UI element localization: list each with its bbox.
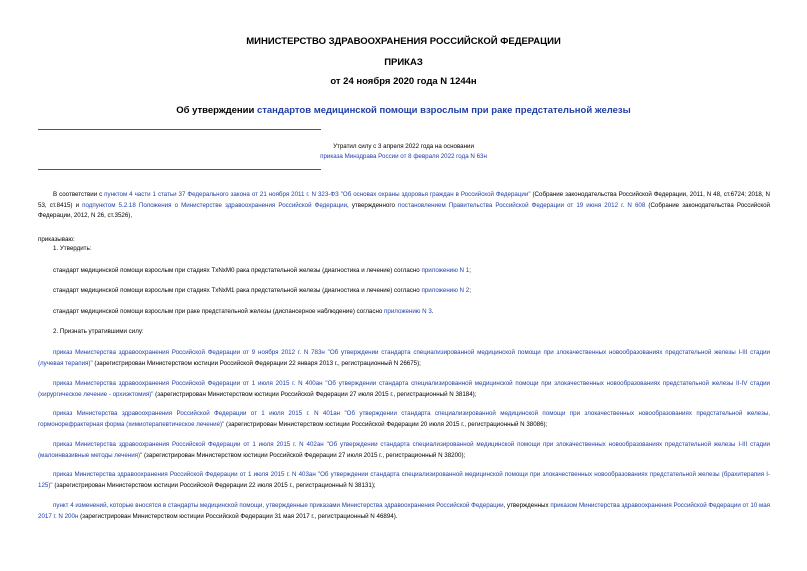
approve-item-text: стандарт медицинской помощи взрослым при раке предстательной железы (диспансерное наблюдение) согласно — [53, 308, 385, 315]
repeal-item-6-link-2[interactable]: приказом Министерства здравоохранения Российской Федерации от 10 мая 2017 г. N 200н — [38, 502, 770, 520]
preamble-link-resolution[interactable]: постановлением Правительства Российской Федерации от 19 июня 2012 г. N 608 — [397, 201, 646, 209]
repeal-item-5-text: (зарегистрирован Министерством юстиции Российской Федерации 22 июля 2015 г., регистрационный N 38131); — [52, 481, 376, 489]
repeal-item-2-text: (зарегистрирован Министерством юстиции Российской Федерации 27 июля 2015 г., регистрационный N 38184); — [153, 390, 477, 398]
approve-item-text: стандарт медицинской помощи взрослым при стадиях TxNxM1 рака предстательной железы (диагностика и лечение) согласно — [53, 287, 422, 294]
preamble-link-law[interactable]: пунктом 4 части 1 статьи 37 Федерального закона от 21 ноября 2011 г. N 323-ФЗ "Об основах охраны здоровья граждан в Российской Федерации" — [104, 191, 531, 198]
approve-item-end: . — [431, 308, 434, 315]
repeal-item-2 — [38, 379, 770, 400]
appendix-1-link[interactable]: приложению N 1 — [421, 267, 470, 274]
repeal-item-4 — [38, 440, 770, 461]
repeal-item-3-link[interactable]: приказ Министерства здравоохранения Российской Федерации от 1 июля 2015 г. N 401ан "Об утверждении стандарта специализированной медицинской помощи при злокачественных новообразованиях предстательной железы, гормонорефрактерная форма (химиотерапевтическое лечение)" — [38, 410, 770, 428]
order-word: приказываю: — [38, 236, 75, 243]
preamble-text-3: , утвержденного — [347, 201, 398, 209]
appendix-3-link[interactable]: приложению N 3 — [384, 308, 432, 315]
repeal-item-3-text: (зарегистрирован Министерством юстиции Российской Федерации 20 июля 2015 г., регистрационный N 38086); — [224, 420, 548, 428]
preamble-text-2: (Собрание законодательства Российской Федерации, 2011, N 48, ст.6724; 2018, N 53, ст.8415) и — [38, 191, 770, 209]
repeal-item-4-link[interactable]: приказ Министерства здравоохранения Российской Федерации от 1 июля 2015 г. N 402ан "Об утверждении стандарта специализированной медицинской помощи при злокачественных новообразованиях предстательной железы I-III стадии (малоинвазивные методы лечения)" — [38, 441, 770, 459]
repeal-item-6-text-2: (зарегистрирован Министерством юстиции Российской Федерации 31 мая 2017 г., регистрационный N 46894). — [78, 512, 398, 520]
repeal-item-5 — [38, 470, 770, 491]
approve-item-2 — [53, 286, 471, 296]
page-title — [0, 105, 807, 116]
lost-force-link[interactable]: приказа Минздрава России от 8 февраля 2022 года N 63н — [320, 153, 487, 160]
approve-item-1 — [53, 266, 471, 276]
repeal-item-5-link[interactable]: приказ Министерства здравоохранения Российской Федерации от 1 июля 2015 г. N 403ан "Об утверждении стандарта специализированной медицинской помощи при злокачественных новообразованиях предстательной железы (брахитерапия I-125)" — [38, 471, 770, 489]
lost-force-text: Утратил силу с 3 апреля 2022 года на основании — [333, 143, 474, 150]
approve-item-end: ; — [469, 287, 471, 294]
repeal-item-6-link-1[interactable]: пункт 4 изменений, которые вносятся в стандарты медицинской помощи, утвержденные приказами Министерства здравоохранения Российской Федерации — [53, 502, 504, 509]
repeal-item-1-link[interactable]: приказ Министерства здравоохранения Российской Федерации от 9 ноября 2012 г. N 783н "Об утверждении стандарта специализированной медицинской помощи при злокачественных новообразованиях предстательной железы I-III стадии (лучевая терапия)" — [38, 349, 770, 367]
title-link[interactable]: стандартов медицинской помощи взрослым при раке предстательной железы — [256, 105, 631, 116]
doc-type-heading: ПРИКАЗ — [384, 57, 423, 68]
repeal-item-1-text: (зарегистрирован Министерством юстиции Российской Федерации 22 января 2013 г., регистрационный N 26675); — [92, 359, 421, 367]
approve-item-3 — [53, 307, 434, 317]
repeal-item-6 — [38, 501, 770, 522]
repeal-item-1 — [38, 348, 770, 369]
approve-heading: 1. Утвердить: — [53, 245, 92, 252]
preamble-paragraph — [38, 190, 770, 222]
approve-item-end: ; — [469, 267, 471, 274]
preamble-link-regulation[interactable]: подпунктом 5.2.18 Положения о Министерстве здравоохранения Российской Федерации — [82, 201, 348, 209]
ministry-heading: МИНИСТЕРСТВО ЗДРАВООХРАНЕНИЯ РОССИЙСКОЙ ФЕДЕРАЦИИ — [246, 36, 561, 47]
date-number-heading: от 24 ноября 2020 года N 1244н — [330, 76, 477, 87]
repeal-item-3 — [38, 409, 770, 430]
divider-bottom — [38, 169, 321, 170]
repeal-item-2-link[interactable]: приказ Министерства здравоохранения Российской Федерации от 1 июля 2015 г. N 400ан "Об утверждении стандарта специализированной медицинской помощи при злокачественных новообразованиях предстательной железы II-IV стадии (хирургическое лечение - орхиэктомия)" — [38, 380, 770, 398]
appendix-2-link[interactable]: приложению N 2 — [421, 287, 470, 294]
preamble-text-1: В соответствии с — [53, 191, 105, 198]
preamble-text-4: (Собрание законодательства Российской Федерации, 2012, N 26, ст.3526), — [38, 201, 771, 219]
repeal-heading: 2. Признать утратившими силу: — [53, 328, 144, 335]
repeal-item-4-text: (зарегистрирован Министерством юстиции Российской Федерации 27 июля 2015 г., регистрационный N 38200); — [142, 451, 466, 459]
approve-item-text: стандарт медицинской помощи взрослым при стадиях TxNxM0 рака предстательной железы (диагностика и лечение) согласно — [53, 267, 422, 274]
repeal-item-6-text-1: , утвержденных — [503, 502, 551, 509]
lost-force-notice — [0, 142, 807, 162]
title-prefix: Об утверждении — [176, 105, 257, 116]
divider-top — [38, 129, 321, 130]
